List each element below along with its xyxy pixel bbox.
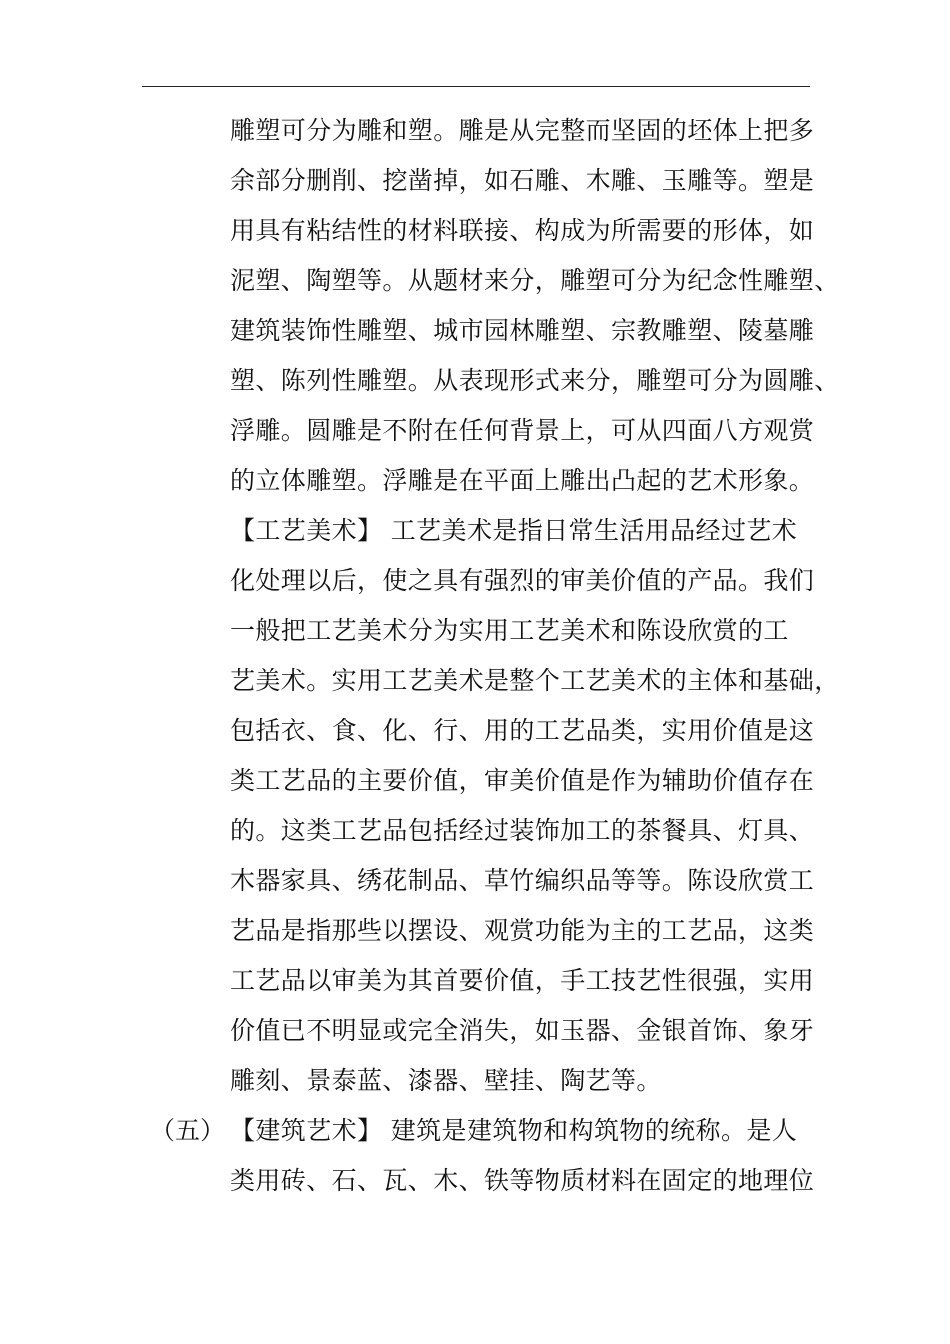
section-marker: （五） — [150, 1116, 226, 1145]
text-line: 类工艺品的主要价值，审美价值是作为辅助价值存在 — [230, 766, 815, 795]
text-line: 雕塑可分为雕和塑。雕是从完整而坚固的坯体上把多 — [230, 116, 815, 145]
text-line: 化处理以后，使之具有强烈的审美价值的产品。我们 — [230, 566, 815, 595]
text-line: 泥塑、陶塑等。从题材来分，雕塑可分为纪念性雕塑、 — [230, 266, 840, 295]
text-line: 的立体雕塑。浮雕是在平面上雕出凸起的艺术形象。 — [230, 466, 815, 495]
text-line: 雕刻、景泰蓝、漆器、壁挂、陶艺等。 — [230, 1066, 662, 1095]
text-line: 塑、陈列性雕塑。从表现形式来分，雕塑可分为圆雕、 — [230, 366, 840, 395]
text-line: 一般把工艺美术分为实用工艺美术和陈设欣赏的工 — [230, 616, 789, 645]
text-line: 余部分删削、挖凿掉，如石雕、木雕、玉雕等。塑是 — [230, 166, 815, 195]
text-line: 用具有粘结性的材料联接、构成为所需要的形体，如 — [230, 216, 815, 245]
text-line: 浮雕。圆雕是不附在任何背景上，可从四面八方观赏 — [230, 416, 815, 445]
text-line: 类用砖、石、瓦、木、铁等物质材料在固定的地理位 — [230, 1166, 815, 1195]
text-line: 【建筑艺术】 建筑是建筑物和构筑物的统称。是人 — [230, 1116, 798, 1145]
text-line: 价值已不明显或完全消失，如玉器、金银首饰、象牙 — [230, 1016, 815, 1045]
header-rule — [142, 86, 810, 87]
text-line: 【工艺美术】 工艺美术是指日常生活用品经过艺术 — [230, 516, 798, 545]
text-line: 工艺品以审美为其首要价值，手工技艺性很强，实用 — [230, 966, 815, 995]
text-line: 艺美术。实用工艺美术是整个工艺美术的主体和基础， — [230, 666, 840, 695]
text-line: 建筑装饰性雕塑、城市园林雕塑、宗教雕塑、陵墓雕 — [230, 316, 815, 345]
text-line: 艺品是指那些以摆设、观赏功能为主的工艺品，这类 — [230, 916, 815, 945]
text-line: 包括衣、食、化、行、用的工艺品类，实用价值是这 — [230, 716, 815, 745]
text-line: 的。这类工艺品包括经过装饰加工的茶餐具、灯具、 — [230, 816, 815, 845]
text-line: 木器家具、绣花制品、草竹编织品等等。陈设欣赏工 — [230, 866, 815, 895]
